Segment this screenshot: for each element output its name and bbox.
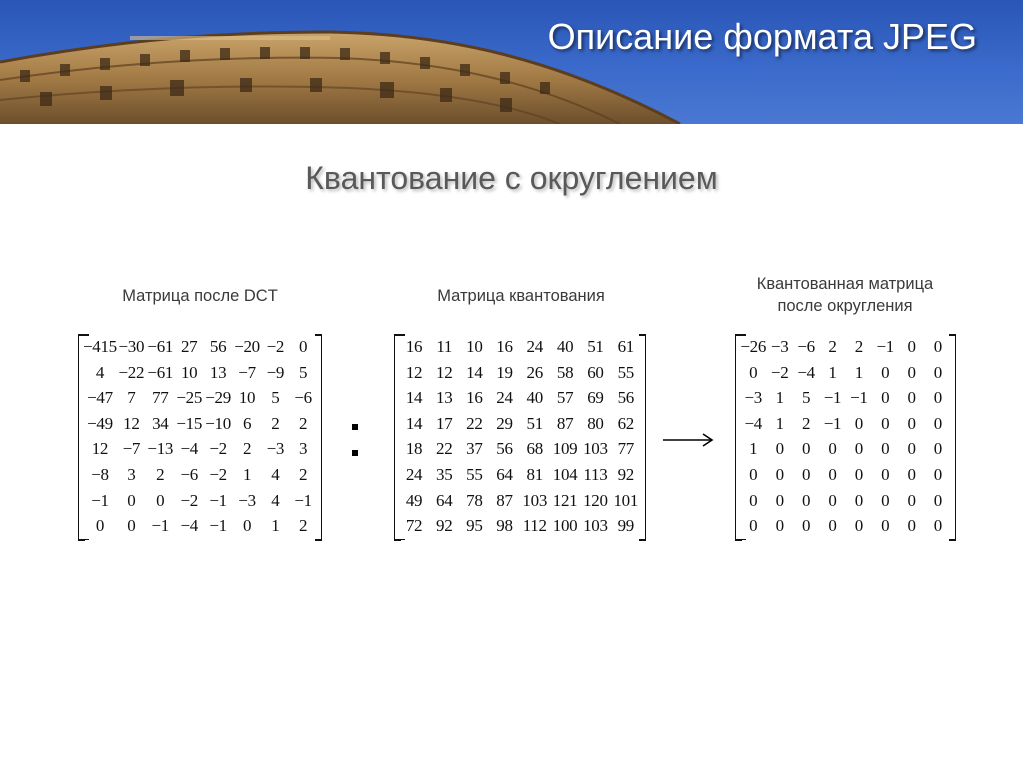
matrix-cell: 0 — [933, 362, 942, 382]
matrix-cell: 64 — [436, 490, 453, 510]
matrix-cell: 0 — [828, 490, 837, 510]
matrix-cell: 0 — [907, 337, 916, 356]
matrix-cell: 40 — [526, 388, 543, 408]
matrix-cell: −47 — [87, 388, 113, 408]
matrix-cell: −10 — [205, 413, 231, 433]
matrix-cell: 12 — [123, 413, 140, 433]
matrix-cell: 16 — [496, 337, 513, 356]
matrix-cell: −61 — [147, 362, 174, 382]
matrix-cell: 14 — [466, 362, 483, 382]
matrix-cell: 18 — [405, 439, 423, 459]
matrix-cell: −1 — [151, 516, 170, 536]
matrix-cell: −3 — [238, 490, 256, 510]
matrix-cell: 57 — [556, 388, 574, 408]
matrix-cell: −3 — [770, 337, 789, 356]
matrix-cell: 51 — [587, 337, 604, 356]
matrix-cell: 0 — [299, 337, 308, 356]
matrix-cell: −1 — [850, 388, 868, 408]
matrix-cell: 0 — [881, 388, 890, 408]
matrix-cell: −20 — [234, 337, 260, 356]
matrix-cell: 0 — [933, 516, 942, 536]
matrix-cell: 1 — [854, 362, 863, 382]
matrix-cell: 0 — [775, 464, 784, 484]
matrix-cell: 0 — [801, 516, 811, 536]
matrix-cell: −7 — [238, 362, 256, 382]
matrix-cell: 0 — [881, 413, 890, 433]
matrix-row — [399, 513, 641, 539]
matrix-cell: 56 — [209, 337, 227, 356]
matrix-cell: 0 — [854, 464, 863, 484]
matrix-cell: −15 — [176, 413, 203, 433]
matrix-cell: 113 — [583, 464, 608, 484]
matrix-cell: 6 — [242, 413, 252, 433]
quant-matrix-table — [399, 334, 641, 539]
matrix-cell: 0 — [907, 490, 916, 510]
matrix-cell: 99 — [617, 516, 634, 536]
matrix-cell: 24 — [405, 464, 423, 484]
matrix-cell: −30 — [118, 337, 145, 356]
matrix-cell: 34 — [152, 413, 169, 433]
matrix-cell: 0 — [881, 490, 890, 510]
matrix-cell: 2 — [271, 413, 280, 433]
matrix-cell: 78 — [466, 490, 483, 510]
matrix-cell: 3 — [127, 464, 136, 484]
matrix-cell: 5 — [801, 388, 811, 408]
matrix-cell: −25 — [176, 388, 203, 408]
matrix-cell: 56 — [496, 439, 513, 459]
matrix-row — [83, 462, 317, 488]
matrix-cell: 0 — [854, 516, 863, 536]
matrix-row — [399, 436, 641, 462]
matrix-cell: 0 — [127, 516, 136, 536]
matrix-cell: 62 — [617, 413, 634, 433]
matrix-cell: 0 — [801, 464, 811, 484]
matrix-row — [83, 334, 317, 360]
matrix-cell: −2 — [209, 439, 227, 459]
matrix-cell: 24 — [496, 388, 513, 408]
matrix-cell: 0 — [933, 490, 942, 510]
matrix-cell: −3 — [744, 388, 762, 408]
matrix-cell: 0 — [907, 413, 916, 433]
matrix-cell: 4 — [271, 490, 280, 510]
matrix-cell: 0 — [156, 490, 165, 510]
matrix-cell: 77 — [152, 388, 169, 408]
matrix-row — [740, 411, 951, 437]
matrix-cell: 14 — [405, 388, 423, 408]
matrix-cell: 4 — [271, 464, 280, 484]
matrix-cell: 12 — [436, 362, 453, 382]
matrix-cell: 104 — [552, 464, 578, 484]
result-matrix — [735, 334, 956, 541]
matrix-cell: 2 — [242, 439, 252, 459]
matrix-cell: 2 — [854, 337, 863, 356]
matrix-row — [399, 385, 641, 411]
matrix-row — [83, 411, 317, 437]
matrix-row — [399, 488, 641, 514]
multiply-dot-icon — [352, 424, 358, 430]
matrix-cell: 81 — [526, 464, 543, 484]
matrix-cell: 0 — [749, 490, 758, 510]
matrix-cell: −6 — [797, 337, 815, 356]
matrix-cell: 1 — [828, 362, 837, 382]
matrix-cell: 0 — [801, 439, 811, 459]
matrix-cell: 95 — [466, 516, 483, 536]
matrix-cell: −1 — [209, 516, 227, 536]
matrix-cell: 1 — [749, 439, 758, 459]
matrix-cell: 0 — [242, 516, 252, 536]
matrix-cell: 109 — [552, 439, 578, 459]
matrix-cell: 92 — [436, 516, 453, 536]
matrix-cell: −6 — [180, 464, 198, 484]
matrix-cell: 14 — [405, 413, 423, 433]
matrix-cell: 12 — [91, 439, 109, 459]
matrix-cell: 1 — [271, 516, 280, 536]
matrix-cell: 0 — [828, 464, 837, 484]
matrix-cell: 49 — [405, 490, 423, 510]
section-title: Квантование с округлением — [305, 160, 718, 196]
dct-matrix — [78, 334, 322, 541]
multiply-dot-icon — [352, 450, 358, 456]
matrix-cell: −4 — [797, 362, 815, 382]
matrix-cell: 16 — [466, 388, 483, 408]
matrix-cell: 72 — [405, 516, 423, 536]
matrix-cell: 2 — [828, 337, 837, 356]
matrix-cell: 103 — [583, 439, 608, 459]
matrix-cell: 0 — [854, 439, 863, 459]
matrix-cell: 0 — [907, 464, 916, 484]
matrix-cell: 87 — [556, 413, 574, 433]
matrix-cell: 98 — [496, 516, 513, 536]
quant-matrix — [394, 334, 646, 541]
matrix-cell: −1 — [823, 413, 842, 433]
matrix-row — [83, 513, 317, 539]
matrix-cell: 22 — [436, 439, 453, 459]
matrix-cell: −1 — [823, 388, 842, 408]
matrix-cell: 0 — [907, 388, 916, 408]
matrix-cell: 0 — [749, 516, 758, 536]
matrix-cell: 77 — [617, 439, 634, 459]
matrix-cell: −1 — [91, 490, 109, 510]
matrix-cell: −3 — [266, 439, 285, 459]
matrix-cell: 120 — [583, 490, 608, 510]
matrix-cell: 51 — [526, 413, 543, 433]
matrix-cell: 0 — [775, 516, 784, 536]
matrix-cell: 121 — [552, 490, 578, 510]
matrix-cell: 100 — [552, 516, 578, 536]
matrix-cell: 0 — [828, 439, 837, 459]
matrix-row — [83, 385, 317, 411]
matrix-row — [399, 462, 641, 488]
dct-matrix-table — [83, 334, 317, 539]
matrix-cell: 1 — [242, 464, 252, 484]
matrix-cell: 29 — [496, 413, 513, 433]
matrix-cell: 0 — [854, 490, 863, 510]
matrix-cell: −8 — [91, 464, 109, 484]
matrix-cell: −49 — [87, 413, 113, 433]
result-caption-line1: Квантованная матрица — [756, 275, 934, 293]
matrix-cell: 80 — [587, 413, 604, 433]
matrix-cell: 5 — [299, 362, 308, 382]
matrix-cell: 0 — [749, 464, 758, 484]
matrix-cell: 0 — [881, 516, 890, 536]
matrix-cell: 0 — [775, 490, 784, 510]
matrix-cell: 0 — [95, 516, 105, 536]
matrix-cell: 11 — [436, 337, 453, 356]
matrix-row — [83, 488, 317, 514]
matrix-cell: −29 — [205, 388, 231, 408]
matrix-cell: 0 — [933, 413, 942, 433]
matrix-cell: −2 — [209, 464, 227, 484]
matrix-cell: 0 — [854, 413, 863, 433]
matrix-cell: 61 — [617, 337, 634, 356]
matrix-cell: 24 — [526, 337, 543, 356]
matrix-cell: −26 — [740, 337, 767, 356]
matrix-cell: 17 — [436, 413, 453, 433]
matrix-cell: 2 — [801, 413, 811, 433]
matrix-cell: 7 — [127, 388, 136, 408]
matrix-cell: 103 — [583, 516, 608, 536]
matrix-row — [399, 411, 641, 437]
matrix-cell: 0 — [775, 439, 784, 459]
matrix-cell: −415 — [83, 337, 117, 356]
matrix-cell: 1 — [775, 388, 784, 408]
matrix-cell: 101 — [613, 490, 639, 510]
matrix-row — [399, 334, 641, 360]
matrix-row — [740, 360, 951, 386]
right-arrow-icon — [663, 430, 715, 450]
matrix-cell: 0 — [881, 362, 890, 382]
matrix-cell: 0 — [933, 388, 942, 408]
matrix-cell: 0 — [881, 464, 890, 484]
matrix-cell: 2 — [299, 516, 308, 536]
matrix-cell: 64 — [496, 464, 513, 484]
matrix-cell: −2 — [266, 337, 285, 356]
matrix-cell: −4 — [744, 413, 762, 433]
matrix-cell: 60 — [587, 362, 604, 382]
matrix-cell: 0 — [881, 439, 890, 459]
matrix-cell: 0 — [907, 362, 916, 382]
matrix-cell: 2 — [156, 464, 165, 484]
matrix-cell: 13 — [209, 362, 227, 382]
matrix-cell: 0 — [749, 362, 758, 382]
matrix-cell: 13 — [436, 388, 453, 408]
result-matrix-table — [740, 334, 951, 539]
matrix-cell: 10 — [180, 362, 198, 382]
matrix-cell: 55 — [617, 362, 634, 382]
matrix-cell: 1 — [775, 413, 784, 433]
matrix-cell: 10 — [238, 388, 256, 408]
matrix-cell: −1 — [876, 337, 894, 356]
matrix-row — [740, 488, 951, 514]
matrix-cell: 22 — [466, 413, 483, 433]
matrix-cell: −1 — [294, 490, 312, 510]
matrix-cell: 2 — [299, 464, 308, 484]
matrix-cell: 12 — [405, 362, 423, 382]
quant-matrix-caption: Матрица квантования — [437, 287, 605, 305]
matrix-cell: 0 — [933, 439, 942, 459]
matrix-cell: −61 — [147, 337, 174, 356]
matrix-row — [740, 334, 951, 360]
matrix-cell: 87 — [496, 490, 513, 510]
matrix-cell: −13 — [147, 439, 174, 459]
matrix-row — [83, 436, 317, 462]
result-matrix-caption — [730, 273, 960, 317]
matrix-cell: 0 — [127, 490, 136, 510]
matrix-cell: −4 — [180, 516, 198, 536]
result-caption-line2: после округления — [777, 297, 913, 315]
matrix-row — [740, 385, 951, 411]
matrix-cell: 26 — [526, 362, 543, 382]
matrix-cell: 5 — [271, 388, 280, 408]
matrix-cell: 0 — [828, 516, 837, 536]
matrix-row — [83, 360, 317, 386]
matrix-cell: 2 — [299, 413, 308, 433]
matrix-row — [740, 513, 951, 539]
matrix-cell: 68 — [526, 439, 543, 459]
matrix-cell: 56 — [617, 388, 634, 408]
matrix-cell: −4 — [180, 439, 198, 459]
matrix-cell: 3 — [299, 439, 308, 459]
matrix-cell: 0 — [933, 337, 942, 356]
header-banner — [0, 0, 1023, 124]
matrix-cell: 0 — [907, 439, 916, 459]
matrix-cell: 40 — [556, 337, 574, 356]
matrix-cell: 37 — [466, 439, 483, 459]
dct-matrix-caption: Матрица после DCT — [122, 287, 278, 305]
matrix-cell: −1 — [209, 490, 227, 510]
matrix-cell: 103 — [522, 490, 548, 510]
matrix-cell: 27 — [180, 337, 198, 356]
matrix-cell: 10 — [466, 337, 483, 356]
matrix-cell: −9 — [266, 362, 285, 382]
matrix-cell: −2 — [180, 490, 198, 510]
matrix-cell: 19 — [496, 362, 513, 382]
matrix-row — [399, 360, 641, 386]
matrix-row — [740, 462, 951, 488]
matrix-cell: 0 — [801, 490, 811, 510]
matrix-cell: −2 — [770, 362, 789, 382]
matrix-cell: −7 — [122, 439, 141, 459]
matrix-cell: 92 — [617, 464, 634, 484]
matrix-cell: 55 — [466, 464, 483, 484]
matrix-cell: 112 — [522, 516, 547, 536]
matrix-cell: 16 — [405, 337, 423, 356]
matrix-cell: 0 — [933, 464, 942, 484]
matrix-cell: 4 — [95, 362, 105, 382]
matrix-cell: −22 — [118, 362, 145, 382]
matrix-cell: 58 — [556, 362, 574, 382]
matrix-cell: 0 — [907, 516, 916, 536]
matrix-cell: 35 — [436, 464, 453, 484]
matrix-cell: 69 — [587, 388, 604, 408]
matrix-cell: −6 — [294, 388, 312, 408]
matrix-row — [740, 436, 951, 462]
slide-title: Описание формата JPEG — [547, 16, 977, 57]
